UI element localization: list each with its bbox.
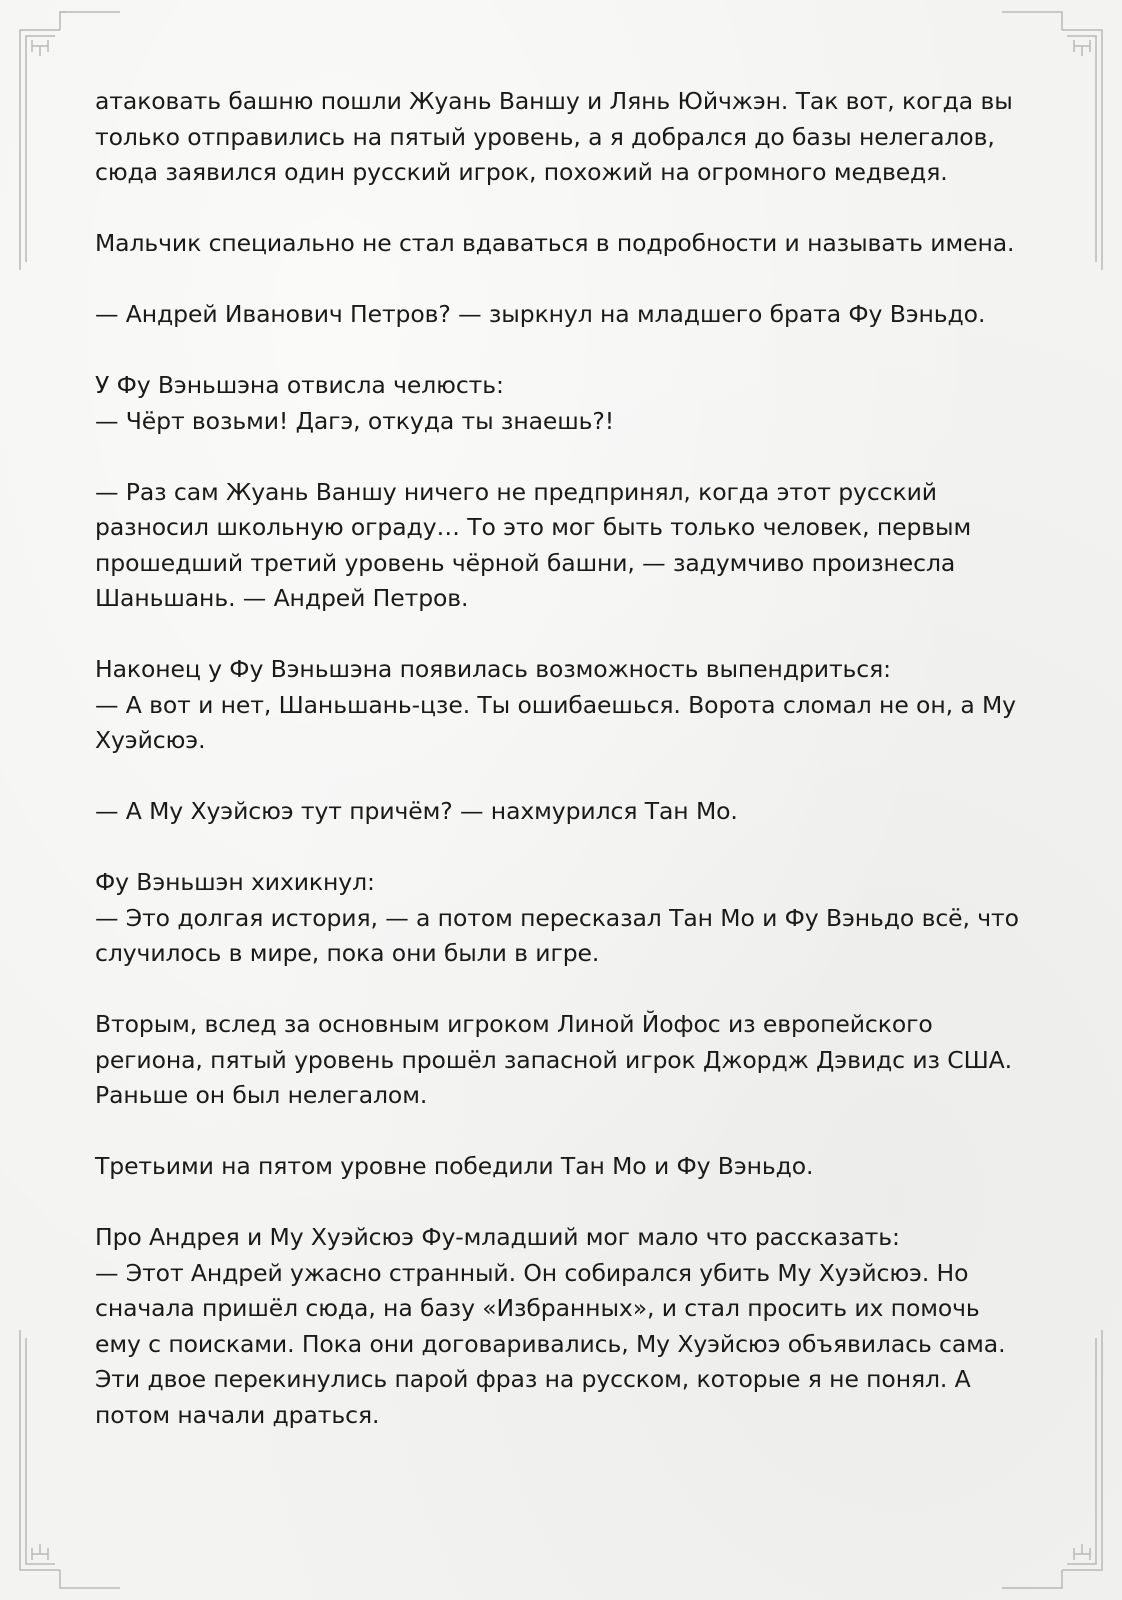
paragraph	[95, 1007, 1035, 1114]
paragraph	[95, 368, 1035, 439]
text-line: Про Андрея и Му Хуэйсюэ Фу-младший мог мало что рассказать:	[95, 1223, 900, 1251]
text-line: Третьими на пятом уровне победили Тан Мо и Фу Вэньдо.	[95, 1152, 814, 1180]
text-line: Фу Вэньшэн хихикнул:	[95, 868, 375, 896]
text-line: случилось в мире, пока они были в игре.	[95, 939, 600, 967]
paragraph	[95, 794, 1035, 830]
paragraph	[95, 1220, 1035, 1433]
text-line: сюда заявился один русский игрок, похожий на огромного медведя.	[95, 158, 948, 186]
text-line: У Фу Вэньшэна отвисла челюсть:	[95, 371, 504, 399]
text-line: — Раз сам Жуань Ваншу ничего не предпринял, когда этот русский	[95, 477, 937, 506]
text-line: разносил школьную ограду… То это мог быть только человек, первым	[95, 513, 972, 541]
text-line: потом начали драться.	[95, 1400, 380, 1429]
text-line: атаковать башню пошли Жуань Ваншу и Лянь Юйчжэн. Так вот, когда вы	[95, 87, 1013, 115]
paragraph	[95, 84, 1035, 191]
text-line: Шаньшань. — Андрей Петров.	[95, 584, 469, 612]
text-line: прошедший третий уровень чёрной башни, — задумчиво произнесла	[95, 548, 956, 577]
paragraph	[95, 1149, 1035, 1185]
text-line: региона, пятый уровень прошёл запасной игрок Джордж Дэвидс из США.	[95, 1045, 1012, 1074]
paragraph	[95, 652, 1035, 759]
text-line: только отправились на пятый уровень, а я добрался до базы нелегалов,	[95, 122, 995, 151]
text-line: ему с поисками. Пока они договаривались, Му Хуэйсюэ объявилась сама.	[95, 1329, 1006, 1358]
text-line: — Этот Андрей ужасно странный. Он собирался убить Му Хуэйсюэ. Но	[95, 1258, 969, 1287]
paragraph	[95, 226, 1035, 262]
text-line: Наконец у Фу Вэньшэна появилась возможность выпендриться:	[95, 655, 891, 683]
text-line: Вторым, вслед за основным игроком Линой Йофос из европейского	[95, 1010, 933, 1038]
paragraph	[95, 475, 1035, 617]
paragraph	[95, 865, 1035, 972]
text-line: — Чёрт возьми! Дагэ, откуда ты знаешь?!	[95, 406, 615, 435]
text-line: Эти двое перекинулись парой фраз на русском, которые я не понял. А	[95, 1365, 971, 1393]
text-line: — А вот и нет, Шаньшань-цзе. Ты ошибаешься. Ворота сломал не он, а Му	[95, 690, 1016, 719]
text-line: Мальчик специально не стал вдаваться в подробности и называть имена.	[95, 229, 1015, 257]
text-line: Хуэйсюэ.	[95, 726, 206, 754]
text-line: сначала пришёл сюда, на базу «Избранных», и стал просить их помочь	[95, 1294, 980, 1322]
text-line: — А Му Хуэйсюэ тут причём? — нахмурился Тан Мо.	[95, 797, 738, 825]
body-text	[95, 84, 1035, 1469]
paragraph	[95, 297, 1035, 333]
text-line: — Это долгая история, — а потом пересказал Тан Мо и Фу Вэньдо всё, что	[95, 903, 1019, 932]
text-line: Раньше он был нелегалом.	[95, 1081, 428, 1109]
text-line: — Андрей Иванович Петров? — зыркнул на младшего брата Фу Вэньдо.	[95, 300, 986, 328]
